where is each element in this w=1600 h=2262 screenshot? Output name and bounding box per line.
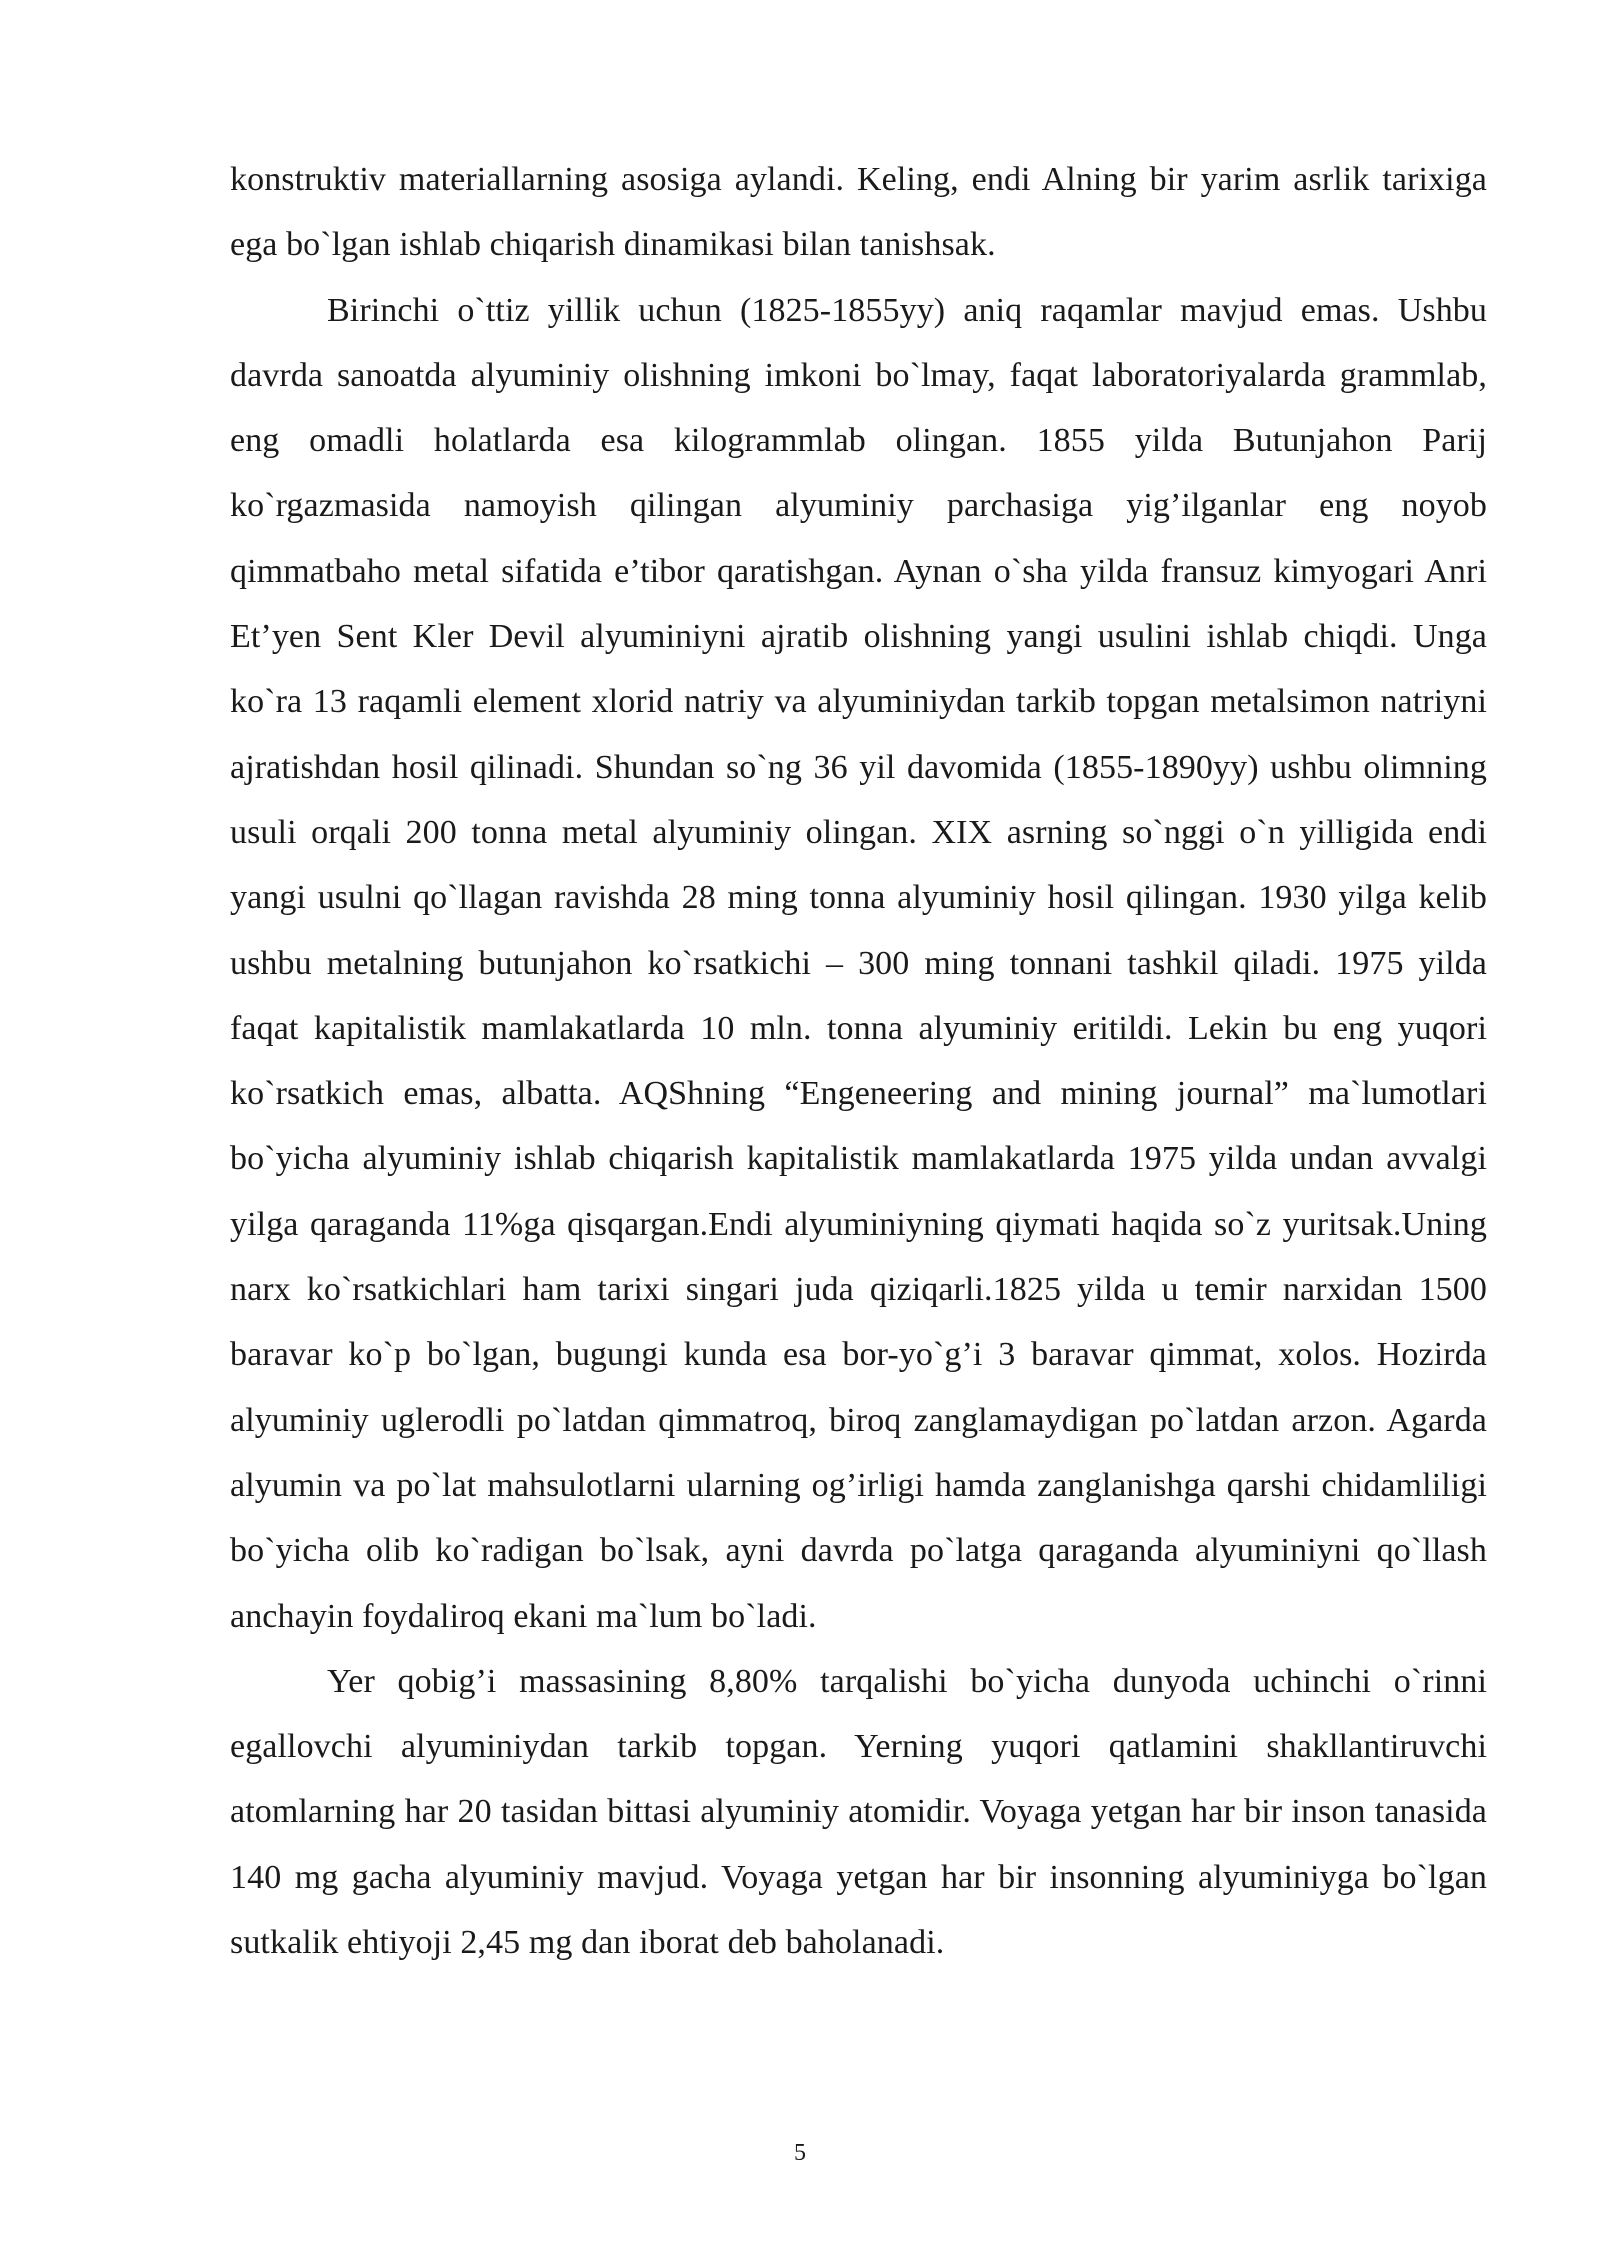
document-body — [230, 147, 1487, 1975]
page-number: 5 — [794, 2140, 806, 2166]
paragraph-1: konstruktiv materiallarning asosiga aylandi. Keling, endi Alning bir yarim asrlik tarixiga ega bo`lgan ishlab chiqarish dinamikasi bilan tanishsak. — [230, 161, 1487, 264]
paragraph-2: Birinchi o`ttiz yillik uchun (1825-1855yy) aniq raqamlar mavjud emas. Ushbu davrda sanoatda alyuminiy olishning imkoni bo`lmay, faqat laboratoriyalarda grammlab, eng omadli holatlarda esa kilogrammlab olingan. 1855 yilda Butunjahon Parij ko`rgazmasida namoyish qilingan alyuminiy parchasiga yig’ilganlar eng noyob qimmatbaho metal sifatida e’tibor qaratishgan. Aynan o`sha yilda fransuz kimyogari Anri Et’yen Sent Kler Devil alyuminiyni ajratib olishning yangi usulini ishlab chiqdi. Unga ko`ra 13 raqamli element xlorid natriy va alyuminiydan tarkib topgan metalsimon natriyni ajratishdan hosil qilinadi. Shundan so`ng 36 yil davomida (1855-1890yy) ushbu olimning usuli orqali 200 tonna metal alyuminiy olingan. XIX asrning so`nggi o`n yilligida endi yangi usulni qo`llagan ravishda 28 ming tonna alyuminiy hosil qilingan. 1930 yilga kelib ushbu metalning butunjahon ko`rsatkichi – 300 ming tonnani tashkil qiladi. 1975 yilda faqat kapitalistik mamlakatlarda 10 mln. tonna alyuminiy eritildi. Lekin bu eng yuqori ko`rsatkich emas, albatta. AQShning “Engeneering and mining journal” ma`lumotlari bo`yicha alyuminiy ishlab chiqarish kapitalistik mamlakatlarda 1975 yilda undan avvalgi yilga qaraganda 11%ga qisqargan.Endi alyuminiyning qiymati haqida so`z yuritsak.Uning narx ko`rsatkichlari ham tarixi singari juda qiziqarli.1825 yilda u temir narxidan 1500 baravar ko`p bo`lgan, bugungi kunda esa bor-yo`g’i 3 baravar qimmat, xolos. Hozirda alyuminiy uglerodli po`latdan qimmatroq, biroq zanglamaydigan po`latdan arzon. Agarda alyumin va po`lat mahsulotlarni ularning og’irligi hamda zanglanishga qarshi chidamliligi bo`yicha olib ko`radigan bo`lsak, ayni davrda po`latga qaraganda alyuminiyni qo`llash anchayin foydaliroq ekani ma`lum bo`ladi. — [230, 291, 1487, 1635]
paragraph-3: Yer qobig’i massasining 8,80% tarqalishi bo`yicha dunyoda uchinchi o`rinni egallovchi alyuminiydan tarkib topgan. Yerning yuqori qatlamini shakllantiruvchi atomlarning har 20 tasidan bittasi alyuminiy atomidir. Voyaga yetgan har bir inson tanasida 140 mg gacha alyuminiy mavjud. Voyaga yetgan har bir insonning alyuminiyga bo`lgan sutkalik ehtiyoji 2,45 mg dan iborat deb baholanadi. — [230, 1662, 1487, 1962]
